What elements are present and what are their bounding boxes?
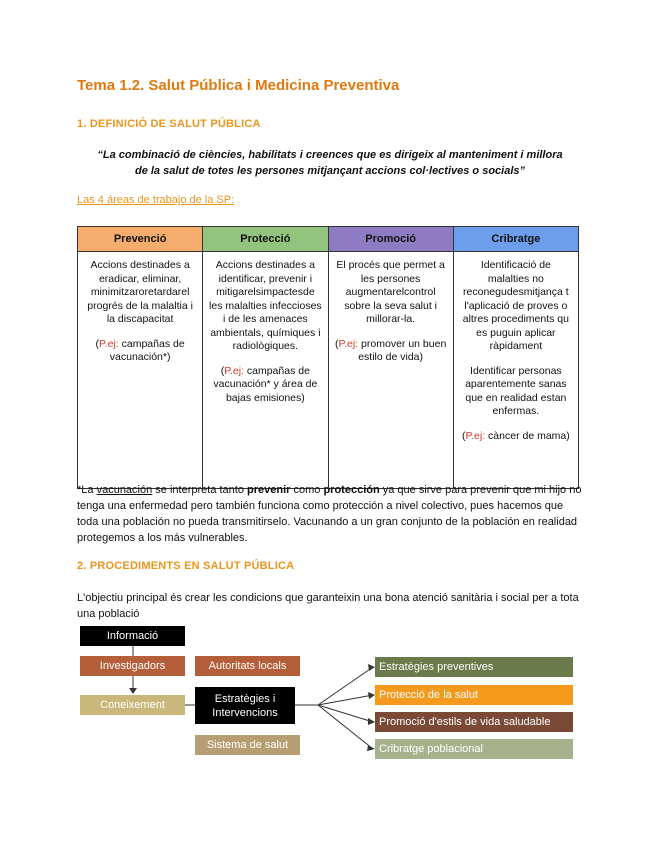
prevencio-example: (P.ej: campañas de vacunación*) <box>95 337 185 363</box>
diagram-investigadors: Investigadors <box>80 656 185 676</box>
output-proteccio-salut: Protecció de la salut <box>375 685 573 705</box>
cribratge-example: (P.ej: càncer de mama) <box>461 429 570 442</box>
diagram-sistema: Sistema de salut <box>195 735 300 755</box>
diagram-informacio: Informació <box>80 626 185 646</box>
areas-link[interactable]: Las 4 áreas de trabajo de la SP: <box>77 194 235 206</box>
cribratge-text-2: Identificar personas aparentemente sanas que en realidad estan enfermas. <box>465 364 567 417</box>
prevencio-example-text: campañas de vacunación*) <box>109 337 185 363</box>
quote-line-1: “La combinació de ciències, habilitats i creences que es dirigeix al manteniment i millora <box>97 149 563 161</box>
pej-label: P.ej: <box>224 364 244 377</box>
estrategies-line-2: Intervencions <box>212 706 278 719</box>
note-star: *La <box>77 484 97 496</box>
cribratge-example-text: càncer de mama) <box>485 429 570 442</box>
section-1-heading: 1. DEFINICIÓ DE SALUT PÚBLICA <box>77 118 261 130</box>
estrategies-line-1: Estratègies i <box>214 692 276 705</box>
section-2-paragraph: L'objectiu principal és crear les condicions que garanteixin una bona atenció sanitària i social per a tota una població <box>77 592 579 620</box>
pej-label: P.ej: <box>465 429 486 442</box>
header-promocio: Promoció <box>328 227 453 252</box>
prevencio-text: Accions destinades a eradicar, eliminar, minimitzaroretardarel progrés de la malaltia i la discapacitat <box>87 259 193 325</box>
promocio-text: El procés que permet a les persones augmentarelcontrol sobre la seva salut i millorar-la. <box>336 259 445 325</box>
diagram-estrategies <box>195 687 295 724</box>
section-2-heading: 2. PROCEDIMENTS EN SALUT PÚBLICA <box>77 560 295 572</box>
quote-line-2: de la salut de totes les persones mitjançant accions col·lectives o socials” <box>134 165 526 177</box>
proteccio-text: Accions destinades a identificar, prevenir i mitigarelsimpactesde les malalties infeccioses i de les amenaces ambientals, químiques i radiològiques. <box>209 259 322 352</box>
output-cribratge-poblacional: Cribratge poblacional <box>375 739 573 759</box>
note-text-2: como <box>290 484 324 496</box>
promocio-example-text: promover un buen estilo de vida) <box>358 337 447 363</box>
promocio-example: (P.ej: promover un buen estilo de vida) <box>334 337 447 363</box>
pej-label: P.ej: <box>338 337 359 350</box>
header-prevencio: Prevenció <box>78 227 203 252</box>
diagram-autoritats: Autoritats locals <box>195 656 300 676</box>
note-proteccion: protección <box>323 484 380 496</box>
diagram-coneixement: Coneixement <box>80 695 185 715</box>
note-text-1: se interpreta tanto <box>152 484 248 496</box>
header-cribratge: Cribratge <box>453 227 578 252</box>
page-title: Tema 1.2. Salut Pública i Medicina Preventiva <box>77 77 400 94</box>
pej-label: P.ej: <box>99 337 119 350</box>
note-text-3: ya que sirve para prevenir que mi hijo no tenga una enfermedad pero también funciona como protección a nivel colectivo, pues hacemos que toda una población no pueda transmitirselo. Vacunando a un gran conjunto de la población en realidad protegemos a los más vulnerables. <box>77 484 582 544</box>
header-proteccio: Protecció <box>203 227 328 252</box>
note-prevenir: prevenir <box>247 484 291 496</box>
output-promocio-estils: Promoció d'estils de vida saludable <box>375 712 573 732</box>
output-estrategies-preventives: Estratègies preventives <box>375 657 573 677</box>
proteccio-example-text: campañas de vacunación* y área de bajas emisiones) <box>213 364 318 404</box>
cribratge-text-1: Identificació de malalties no reconegudesmitjança t l'aplicació de proves o altres procediments qu es puguin aplicar ràpidament <box>462 259 569 352</box>
proteccio-example: (P.ej: campañas de vacunación* y área de bajas emisiones) <box>213 364 318 404</box>
note-vacunacion: vacunación <box>96 484 153 496</box>
